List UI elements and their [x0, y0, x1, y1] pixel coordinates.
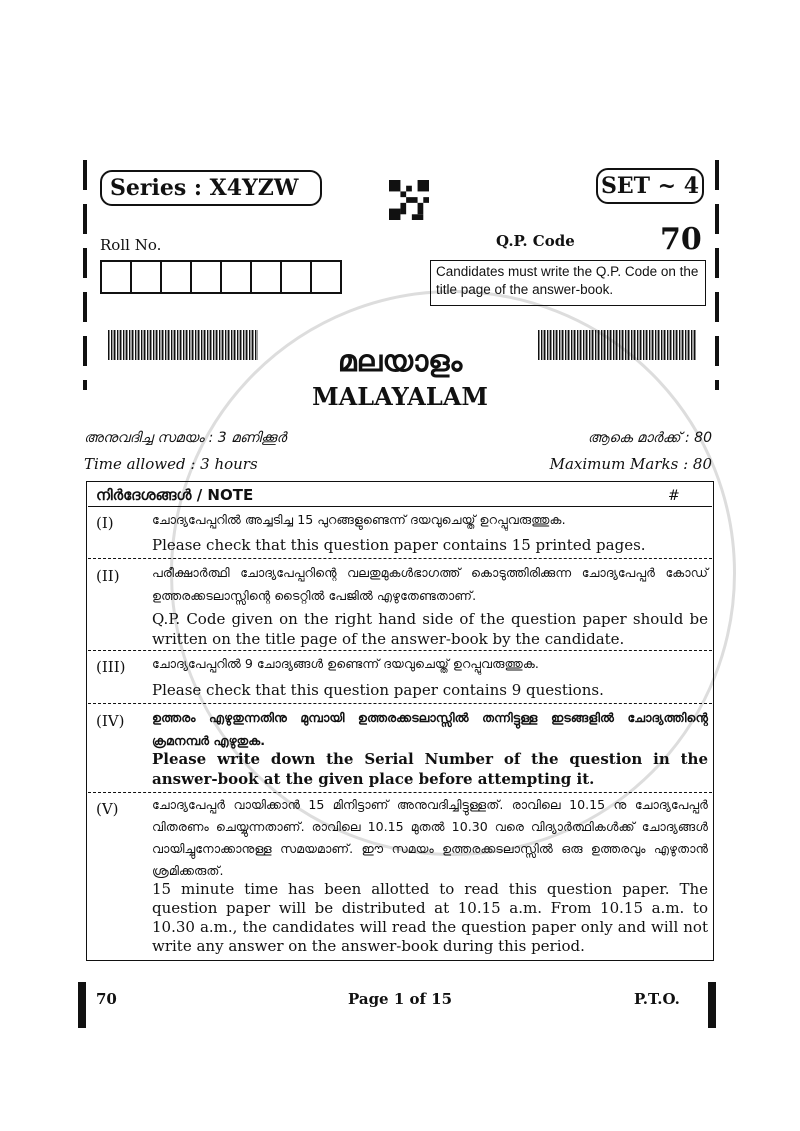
- note-hash: #: [668, 488, 680, 504]
- note-item-number: (I): [96, 514, 114, 532]
- note-item-en: Please check that this question paper contains 15 printed pages.: [152, 536, 646, 554]
- max-marks-ml: ആകെ മാർക്ക് : 80: [587, 430, 712, 446]
- divider: [88, 506, 712, 507]
- roll-number-boxes[interactable]: [100, 260, 340, 294]
- note-item-en: Q.P. Code given on the right hand side of the question paper should be written on the title page of the answer-book by the candidate.: [152, 610, 708, 648]
- roll-box[interactable]: [100, 260, 132, 294]
- note-item-ml: ചോദ്യപേപ്പറിൽ അച്ചടിച്ച 15 പുറങ്ങളുണ്ടെന്ന് ദയവുചെയ്ത് ഉറപ്പുവരുത്തുക.: [152, 512, 566, 527]
- note-item-number: (IV): [96, 712, 125, 730]
- time-allowed-en: Time allowed : 3 hours: [84, 455, 258, 473]
- roll-box[interactable]: [310, 260, 342, 294]
- note-item-ml: ഉത്തരം എഴുതുന്നതിനു മുമ്പായി ഉത്തരക്കടലാസ്സിൽ തന്നിട്ടുള്ള ഇടങ്ങളിൽ ചോദ്യത്തിന്റെ ക്രമനമ്പർ എഴുതുക.: [152, 710, 708, 748]
- note-item-en: 15 minute time has been allotted to read this question paper. The question paper will be distributed at 10.15 a.m. From 10.15 a.m. to 10.30 a.m., the candidates will read the question paper only and will not write any answer on the answer-book during this period.: [152, 880, 708, 955]
- note-item-en: Please check that this question paper contains 9 questions.: [152, 681, 604, 699]
- divider: [88, 792, 712, 793]
- note-item-ml: പരീക്ഷാർത്ഥി ചോദ്യപേപ്പറിന്റെ വലതുമുകൾഭാഗത്ത് കൊടുത്തിരിക്കുന്ന ചോദ്യപേപ്പർ കോഡ് ഉത്തരക്കടലാസ്സിന്റെ ടൈറ്റിൽ പേജിൽ എഴുതേണ്ടതാണ്.: [152, 565, 708, 603]
- title-english: MALAYALAM: [312, 382, 488, 411]
- divider: [88, 558, 712, 559]
- note-item-ml: ചോദ്യപേപ്പർ വായിക്കാൻ 15 മിനിട്ടാണ് അനുവദിച്ചിട്ടുള്ളത്. രാവിലെ 10.15 നു ചോദ്യപേപ്പർ വിതരണം ചെയ്യുന്നതാണ്. രാവിലെ 10.15 മുതൽ 10.30 വരെ വിദ്യാർത്ഥികൾക്ക് ചോദ്യങ്ങൾ വായിച്ചുനോക്കാനുള്ള സമയമാണ്. ഈ സമയം ഉത്തരക്കടലാസ്സിൽ ഒരു ഉത്തരവും എഴുതാൻ ശ്രമിക്കരുത്.: [152, 797, 708, 878]
- qp-code-note: Candidates must write the Q.P. Code on the title page of the answer-book.: [430, 260, 706, 306]
- roll-box[interactable]: [220, 260, 252, 294]
- set-label: SET ~ 4: [596, 168, 704, 204]
- footer-page-number: Page 1 of 15: [347, 990, 453, 1008]
- title-malayalam: മലയാളം: [337, 344, 463, 379]
- note-item-number: (II): [96, 567, 120, 585]
- roll-box[interactable]: [160, 260, 192, 294]
- max-marks-en: Maximum Marks : 80: [549, 455, 712, 473]
- qp-code-value: 70: [660, 222, 702, 257]
- roll-box[interactable]: [280, 260, 312, 294]
- note-item-number: (V): [96, 800, 119, 818]
- note-item-number: (III): [96, 658, 126, 676]
- divider: [88, 703, 712, 704]
- qp-code-label: Q.P. Code: [496, 232, 575, 250]
- note-item-en: Please write down the Serial Number of the question in the answer-book at the given place before attempting it.: [152, 750, 708, 788]
- footer-code: 70: [96, 990, 117, 1008]
- note-heading: നിർദേശങ്ങൾ / NOTE: [96, 486, 254, 504]
- time-allowed-ml: അനുവദിച്ച സമയം : 3 മണിക്കൂർ: [84, 430, 287, 446]
- qr-code: [388, 180, 430, 220]
- divider: [88, 650, 712, 651]
- footer-pto: P.T.O.: [634, 990, 680, 1008]
- series-label: Series : X4YZW: [100, 170, 322, 206]
- roll-box[interactable]: [130, 260, 162, 294]
- roll-number-label: Roll No.: [100, 236, 162, 254]
- note-item-ml: ചോദ്യപേപ്പറിൽ 9 ചോദ്യങ്ങൾ ഉണ്ടെന്ന് ദയവുചെയ്ത് ഉറപ്പുവരുത്തുക.: [152, 656, 539, 671]
- roll-box[interactable]: [190, 260, 222, 294]
- roll-box[interactable]: [250, 260, 282, 294]
